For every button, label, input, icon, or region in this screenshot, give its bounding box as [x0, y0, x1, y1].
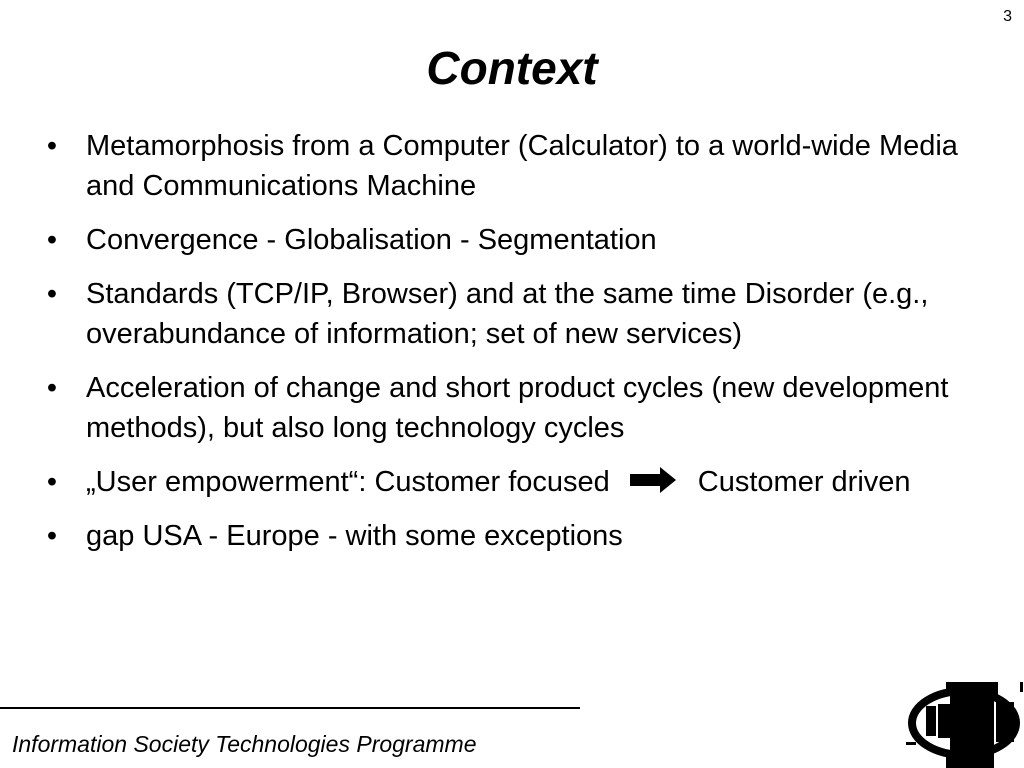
slide-title: Context — [426, 42, 598, 94]
bullet-item-acceleration — [42, 368, 962, 448]
bullet-dot: • — [46, 466, 58, 498]
right-arrow-icon — [630, 467, 676, 493]
bullet-dot: • — [46, 372, 58, 404]
footer-divider — [0, 707, 580, 709]
ist-logo-icon — [906, 680, 1024, 768]
bullet-text: Metamorphosis from a Computer (Calculator) to a world-wide Media and Communications Machine — [86, 130, 958, 202]
bullet-text-before-arrow: „User empowerment“: Customer focused — [86, 466, 610, 498]
bullet-text: gap USA - Europe - with some exceptions — [86, 520, 623, 552]
bullet-item-user-empowerment — [42, 462, 962, 502]
bullet-dot: • — [46, 224, 58, 256]
bullet-list — [42, 126, 962, 570]
bullet-text-after-arrow: Customer driven — [697, 466, 911, 498]
footer-programme-name: Information Society Technologies Programme — [12, 731, 477, 757]
bullet-text: Standards (TCP/IP, Browser) and at the same time Disorder (e.g., overabundance of information; set of new services) — [86, 278, 929, 350]
bullet-item-gap — [42, 516, 962, 556]
bullet-text: Convergence - Globalisation - Segmentation — [86, 224, 657, 256]
page-number: 3 — [1003, 8, 1012, 25]
bullet-text: Acceleration of change and short product cycles (new development methods), but also long technology cycles — [86, 372, 949, 444]
bullet-dot: • — [46, 130, 58, 162]
bullet-item-standards — [42, 274, 962, 354]
bullet-dot: • — [46, 278, 58, 310]
bullet-item-metamorphosis — [42, 126, 962, 206]
bullet-dot: • — [46, 520, 58, 552]
bullet-item-convergence — [42, 220, 962, 260]
